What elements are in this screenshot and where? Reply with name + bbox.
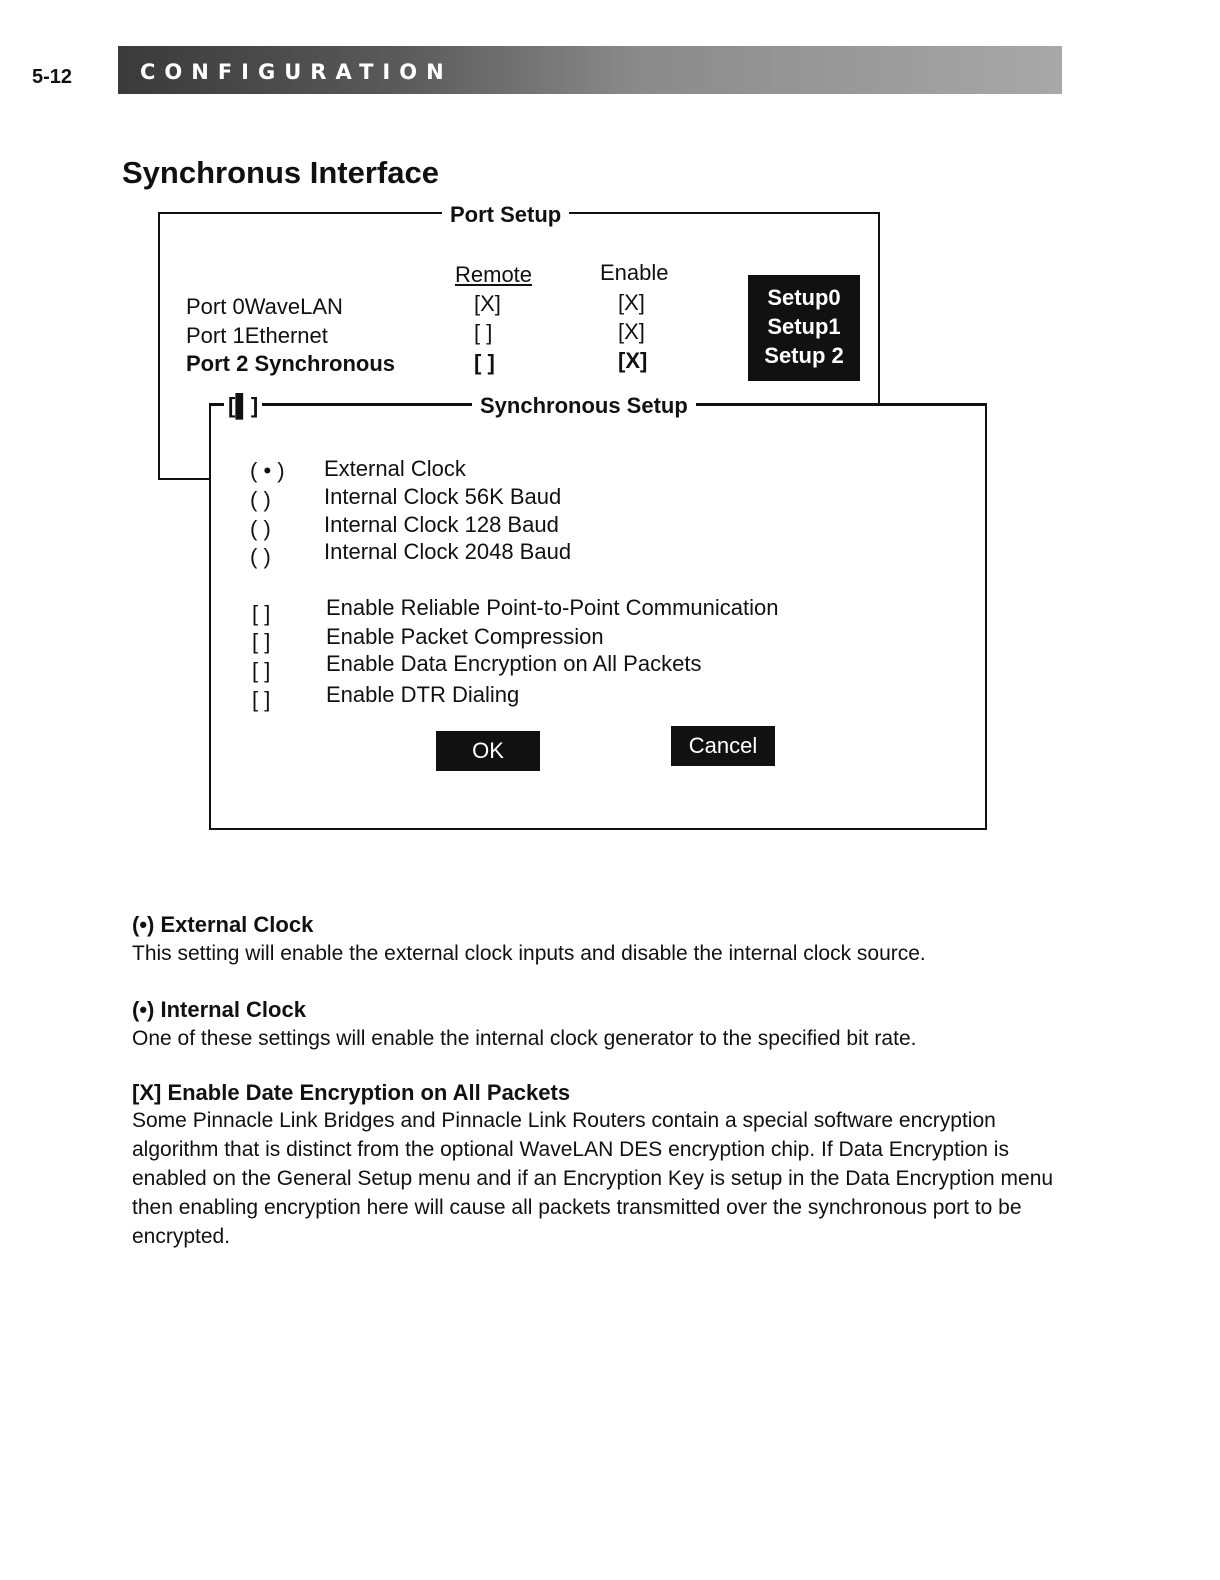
port-row-remote[interactable]: [ ] (474, 320, 493, 345)
setup1-button[interactable]: Setup1 (748, 313, 860, 341)
cancel-button[interactable]: Cancel (671, 726, 775, 766)
option-checkbox-label: Enable Packet Compression (326, 624, 604, 649)
port-row-label: Port 2 Synchronous (186, 351, 396, 376)
port-row-label: Port 1Ethernet (186, 323, 328, 348)
description-body: Some Pinnacle Link Bridges and Pinnacle Link Routers contain a special software encryption algorithm that is distinct from the optional WaveLAN DES encryption chip. If Data Encryption is enabled on the General Setup menu and if an Encryption Key is setup in the Data Encryption menu then enabling encryption here will cause all packets transmitted over the synchronous port to be encrypted. (132, 1109, 1054, 1248)
option-checkbox-label: Enable Reliable Point-to-Point Communication (326, 595, 779, 620)
option-checkbox[interactable]: [ ] (252, 658, 271, 683)
dialog-close-button[interactable]: [▌] (224, 393, 262, 419)
clock-option-label: Internal Clock 128 Baud (324, 512, 559, 537)
clock-option-label: External Clock (324, 456, 466, 481)
clock-radio[interactable]: ( ) (250, 544, 271, 569)
port-row-enable[interactable]: [X] (618, 290, 645, 315)
clock-option-label: Internal Clock 56K Baud (324, 484, 562, 509)
option-checkbox[interactable]: [ ] (252, 687, 271, 712)
port-row-label: Port 0WaveLAN (186, 294, 343, 319)
ok-button[interactable]: OK (436, 731, 540, 771)
synchronous-setup-title: Synchronous Setup (472, 393, 696, 419)
option-checkbox-label: Enable DTR Dialing (326, 682, 520, 707)
description-heading: (•) External Clock (132, 912, 314, 937)
description-body: This setting will enable the external clock inputs and disable the internal clock source. (132, 942, 926, 965)
setup2-button[interactable]: Setup 2 (748, 342, 860, 370)
description-heading: [X] Enable Date Encryption on All Packets (132, 1080, 571, 1105)
section-title: Synchronus Interface (122, 155, 439, 190)
option-checkbox[interactable]: [ ] (252, 629, 271, 654)
clock-option-label: Internal Clock 2048 Baud (324, 539, 572, 564)
port-row-remote[interactable]: [X] (474, 291, 501, 316)
port-setup-title: Port Setup (442, 202, 569, 228)
port-row-enable[interactable]: [X] (618, 319, 645, 344)
port-row-enable[interactable]: [X] (618, 348, 648, 373)
port-row-remote[interactable]: [ ] (474, 350, 495, 375)
page-number: 5-12 (32, 66, 73, 88)
description-heading: (•) Internal Clock (132, 997, 306, 1022)
enable-column-header: Enable (600, 260, 669, 285)
option-checkbox[interactable]: [ ] (252, 601, 271, 626)
remote-column-header: Remote (455, 262, 533, 287)
description-body: One of these settings will enable the internal clock generator to the specified bit rate. (132, 1027, 917, 1050)
option-checkbox-label: Enable Data Encryption on All Packets (326, 651, 702, 676)
clock-radio[interactable]: ( ) (250, 487, 271, 512)
clock-radio[interactable]: ( • ) (250, 458, 285, 483)
setup0-button[interactable]: Setup0 (748, 284, 860, 312)
clock-radio[interactable]: ( ) (250, 516, 271, 541)
chapter-banner-title: CONFIGURATION (140, 60, 453, 84)
